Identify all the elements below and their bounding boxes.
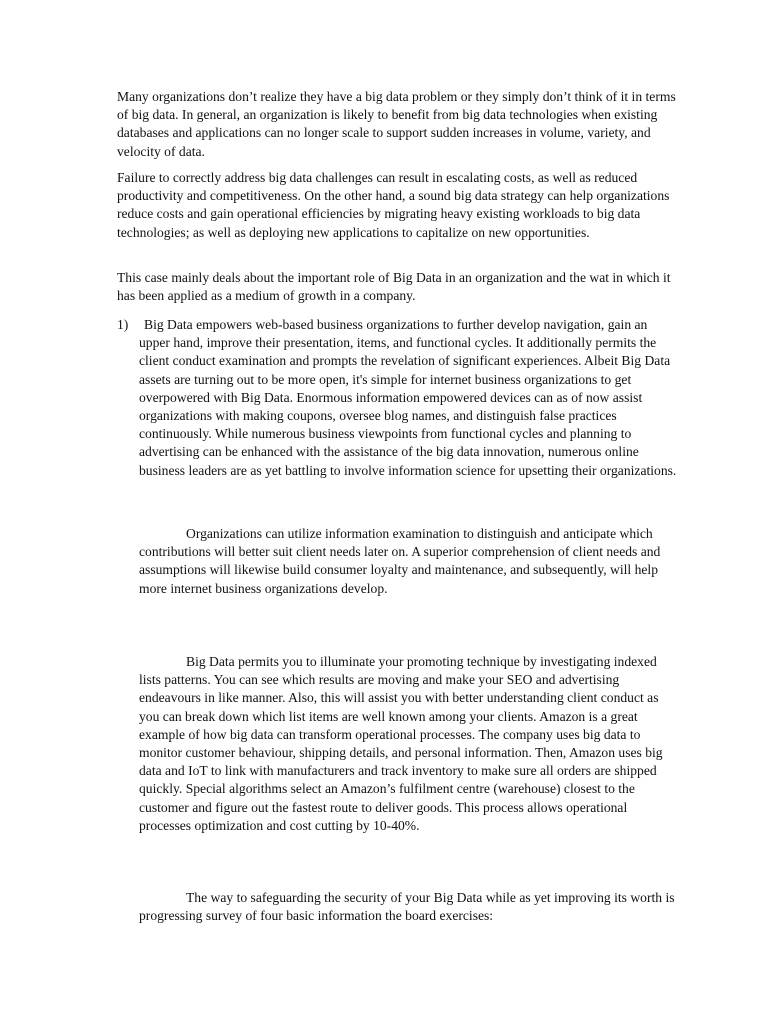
paragraph-client-needs: Organizations can utilize information examination to distinguish and anticipate which contributions will better suit client needs later on. A superior comprehension of client needs and assumptions will likewise build consumer loyalty and maintenance, and subsequently, will help more internet business organizations develop.	[139, 526, 661, 596]
paragraph-security: The way to safeguarding the security of your Big Data while as yet improving its worth is progressing survey of four basic information the board exercises:	[139, 890, 675, 924]
paragraph-amazon-example: Big Data permits you to illuminate your promoting technique by investigating indexed lists patterns. You can see which results are moving and make your SEO and advertising endeavours in like manner. Also, this will assist you with better understanding client conduct as you can break down which list items are well known among your clients. Amazon is a great example of how big data can transform operational processes. The company uses big data to monitor customer behaviour, shipping details, and personal information. Then, Amazon uses big data and IoT to link with manufacturers and track inventory to make sure all orders are shipped quickly. Special algorithms select an Amazon’s fulfilment centre (warehouse) closest to the customer and figure out the fastest route to deliver goods. This process allows operational processes optimization and cost cutting by 10-40%.	[139, 654, 663, 833]
list-item-text: Big Data empowers web-based business organizations to further develop navigation, gain an upper hand, improve their presentation, items, and functional cycles. It additionally permits the client conduct examination and prompts the revelation of significant experiences. Albeit Big Data assets are turning out to be more open, it's simple for internet business organizations to get overpowered with Big Data. Enormous information empowered devices can as of now assist organizations with making coupons, oversee blog names, and distinguish false practices continuously. While numerous business viewpoints from functional cycles and planning to advertising can be enhanced with the assistance of the big data innovation, numerous online business leaders are as yet battling to involve information science for upsetting their organizations.	[139, 317, 677, 478]
paragraph-case-summary: This case mainly deals about the important role of Big Data in an organization and the wat in which it has been applied as a medium of growth in a company.	[117, 270, 671, 304]
list-item-number: 1)	[117, 317, 129, 332]
paragraph-intro: Many organizations don’t realize they have a big data problem or they simply don’t think of it in terms of big data. In general, an organization is likely to benefit from big data technologies when existing databases and applications can no longer scale to support sudden increases in volume, variety, and velocity of data.	[117, 89, 676, 159]
paragraph-challenges: Failure to correctly address big data challenges can result in escalating costs, as well as reduced productivity and competitiveness. On the other hand, a sound big data strategy can help organizations reduce costs and gain operational efficiencies by migrating heavy existing workloads to big data technologies; as well as deploying new applications to capitalize on new opportunities.	[117, 170, 670, 240]
